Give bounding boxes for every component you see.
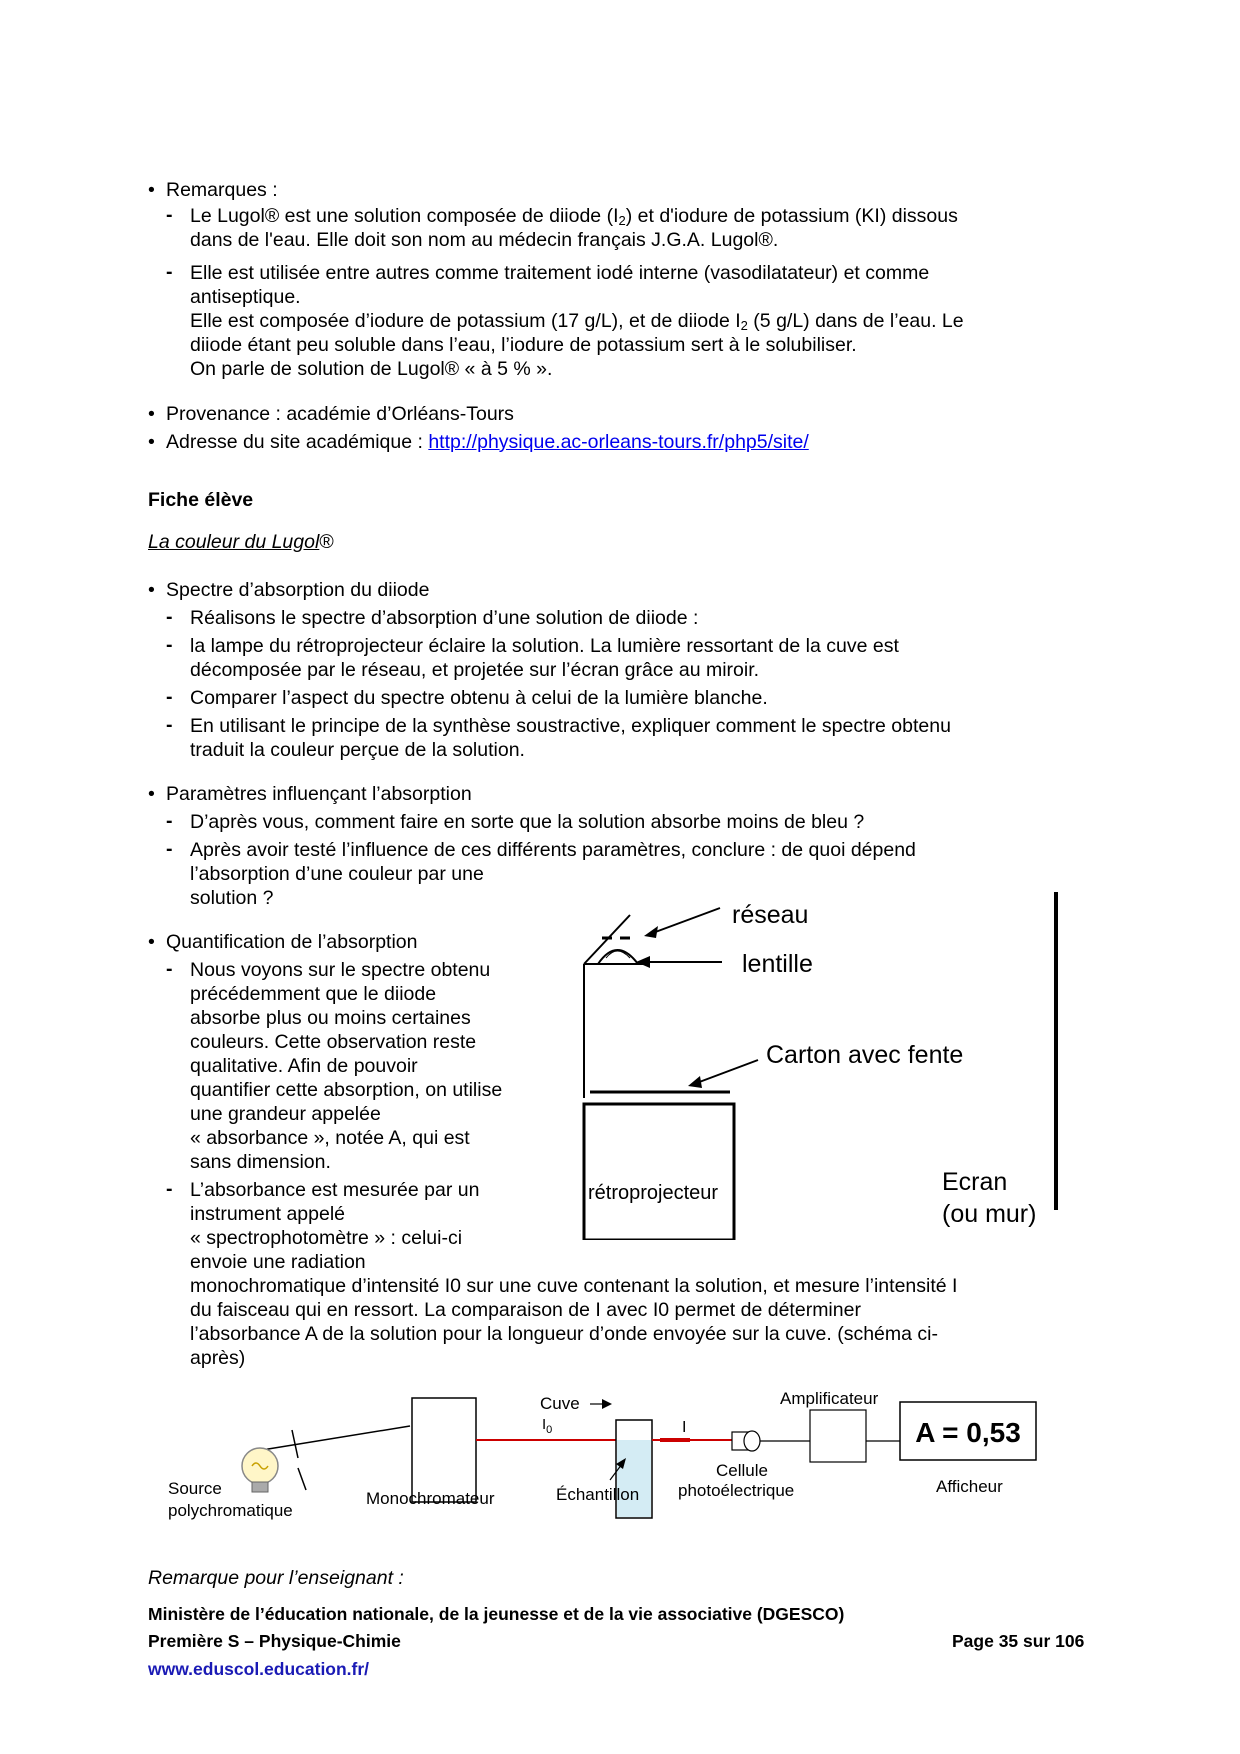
remarque-item-2-line-2: antiseptique. — [190, 286, 301, 308]
arrow-head — [688, 1076, 702, 1088]
parametres-item-1: D’après vous, comment faire en sorte que la solution absorbe moins de bleu ? — [190, 811, 865, 833]
label-photoelectrique: photoélectrique — [678, 1481, 795, 1500]
dash-marker: - — [166, 686, 173, 708]
label-source: Source — [168, 1479, 222, 1498]
quantification-line: absorbe plus ou moins certaines — [190, 1007, 471, 1029]
spectre-item-1: Réalisons le spectre d’absorption d’une solution de diiode : — [190, 607, 699, 629]
quantification-line: instrument appelé — [190, 1203, 346, 1225]
parametres-item-2-line-2: l’absorption d’une couleur par une — [190, 863, 484, 885]
provenance: • Provenance : académie d’Orléans-Tours — [166, 402, 514, 426]
quantification-line: L’absorbance est mesurée par un — [190, 1179, 480, 1201]
quantification-line: l’absorbance A de la solution pour la longueur d’onde envoyée sur la cuve. (schéma ci- — [190, 1323, 938, 1345]
fente-mark — [298, 1468, 306, 1490]
label-polychromatique: polychromatique — [168, 1501, 293, 1520]
parametres-item-2-line-1: Après avoir testé l’influence de ces différents paramètres, conclure : de quoi dépend — [190, 839, 916, 861]
quantification-line: quantifier cette absorption, on utilise — [190, 1079, 503, 1101]
quantification-line: couleurs. Cette observation reste — [190, 1031, 477, 1053]
text-segment: Elle est composée d’iodure de potassium (17 g/L), et de diiode I — [190, 310, 741, 332]
label-lentille: lentille — [742, 950, 813, 978]
beam-white — [262, 1426, 410, 1450]
label-i0 — [542, 1416, 552, 1436]
label-retroprojecteur: rétroprojecteur — [588, 1182, 719, 1204]
adresse — [166, 430, 809, 454]
label-echantillon: Échantillon — [556, 1485, 640, 1504]
arrow-head — [636, 956, 650, 968]
label-cellule: Cellule — [716, 1461, 768, 1480]
text-segment: Le Lugol® est une solution composée de diiode (I — [190, 205, 619, 227]
remarque-item-1-line-1 — [190, 204, 958, 228]
dash-marker: - — [166, 838, 173, 860]
label-carton: Carton avec fente — [766, 1041, 964, 1069]
monochromateur-box — [412, 1398, 476, 1502]
footer-ministere: Ministère de l’éducation nationale, de la jeunesse et de la vie associative (DGESCO) — [148, 1604, 845, 1624]
quantification-line: sans dimension. — [190, 1151, 331, 1173]
dash-marker: - — [166, 1178, 173, 1200]
dash-marker: - — [166, 958, 173, 980]
quantification-line: envoie une radiation — [190, 1251, 366, 1273]
spectre-item-2-line-1: la lampe du rétroprojecteur éclaire la solution. La lumière ressortant de la cuve est — [190, 635, 899, 657]
label-i: I — [682, 1419, 687, 1436]
label-cuve: Cuve — [540, 1394, 580, 1413]
dash-marker: - — [166, 810, 173, 832]
remarque-enseignant: Remarque pour l’enseignant : — [148, 1567, 404, 1589]
quantification-line: précédemment que le diiode — [190, 983, 437, 1005]
amplificateur-box — [810, 1410, 866, 1462]
dash-marker: - — [166, 714, 173, 736]
footer-eduscol-link[interactable]: www.eduscol.education.fr/ — [148, 1659, 370, 1679]
subscript: 2 — [618, 213, 626, 228]
afficheur-value: A = 0,53 — [915, 1417, 1021, 1448]
quantification-line: Nous voyons sur le spectre obtenu — [190, 959, 491, 981]
i0-letter: I — [542, 1416, 547, 1433]
quantification-title: • Quantification de l’absorption — [166, 930, 418, 954]
arrow-head — [602, 1399, 612, 1409]
parametres-title: • Paramètres influençant l’absorption — [166, 782, 472, 806]
text-segment: (5 g/L) dans de l’eau. Le — [747, 310, 964, 332]
footer-niveau: Première S – Physique-Chimie — [148, 1631, 401, 1651]
remarque-item-2-line-4: diiode étant peu soluble dans l’eau, l’iodure de potassium sert à le solubiliser. — [190, 334, 857, 356]
spectre-title: • Spectre d’absorption du diiode — [166, 578, 429, 602]
cuve-liquid — [617, 1440, 651, 1517]
quantification-line: une grandeur appelée — [190, 1103, 381, 1125]
spectre-item-4-line-2: traduit la couleur perçue de la solution. — [190, 739, 525, 761]
label-amplificateur: Amplificateur — [780, 1389, 879, 1408]
remarques-title: • Remarques : — [166, 178, 278, 202]
adresse-label: Adresse du site académique : — [166, 431, 429, 453]
fiche-title: Fiche élève — [148, 489, 254, 511]
academic-site-link[interactable]: http://physique.ac-orleans-tours.fr/php5/site/ — [428, 431, 809, 453]
arrow-reseau — [650, 908, 720, 934]
i0-subscript: 0 — [546, 1424, 553, 1436]
remarque-item-2-line-5: On parle de solution de Lugol® « à 5 % ». — [190, 358, 553, 380]
label-ou-mur: (ou mur) — [942, 1200, 1037, 1228]
parametres-item-2-line-3: solution ? — [190, 887, 274, 909]
label-ecran: Ecran — [942, 1168, 1008, 1196]
remarque-item-2-line-1: Elle est utilisée entre autres comme traitement iodé interne (vasodilatateur) et comme — [190, 262, 930, 284]
quantification-line: monochromatique d’intensité I0 sur une cuve contenant la solution, et mesure l’intensité I — [190, 1275, 958, 1297]
text-segment: ) et d'iodure de potassium (KI) dissous — [625, 205, 958, 227]
subscript: 2 — [740, 318, 748, 333]
subtitle-underlined: La couleur du Lugol — [148, 531, 320, 553]
lens-shape — [598, 950, 638, 964]
spectre-item-2-line-2: décomposée par le réseau, et projetée sur l’écran grâce au miroir. — [190, 659, 760, 681]
retroprojecteur-box — [584, 1104, 734, 1240]
dash-marker: - — [166, 204, 173, 226]
spectre-item-3: Comparer l’aspect du spectre obtenu à celui de la lumière blanche. — [190, 687, 768, 709]
section-subtitle — [148, 530, 334, 554]
retroprojecteur-diagram — [570, 880, 1070, 1240]
arrow-carton — [694, 1060, 758, 1084]
dash-marker: - — [166, 606, 173, 628]
remarque-item-1-line-2: dans de l'eau. Elle doit son nom au médecin français J.G.A. Lugol®. — [190, 229, 779, 251]
label-afficheur: Afficheur — [936, 1477, 1003, 1496]
quantification-line: du faisceau qui en ressort. La comparaison de I avec I0 permet de déterminer — [190, 1299, 861, 1321]
quantification-line: qualitative. Afin de pouvoir — [190, 1055, 418, 1077]
label-monochromateur: Monochromateur — [366, 1489, 495, 1508]
spectrophotometre-diagram — [160, 1380, 1080, 1540]
subtitle-suffix: ® — [319, 531, 334, 553]
label-reseau: réseau — [732, 901, 809, 929]
cellule-lens — [744, 1431, 760, 1451]
dash-marker: - — [166, 261, 173, 283]
quantification-line: après) — [190, 1347, 246, 1369]
footer-page-number: Page 35 sur 106 — [952, 1631, 1085, 1651]
bulb-base — [252, 1482, 268, 1492]
quantification-line: « absorbance », notée A, qui est — [190, 1127, 470, 1149]
arrow-head — [644, 926, 658, 938]
spectre-item-4-line-1: En utilisant le principe de la synthèse soustractive, expliquer comment le spectre obtenu — [190, 715, 951, 737]
quantification-line: « spectrophotomètre » : celui-ci — [190, 1227, 463, 1249]
remarque-item-2-line-3 — [190, 309, 964, 333]
dash-marker: - — [166, 634, 173, 656]
